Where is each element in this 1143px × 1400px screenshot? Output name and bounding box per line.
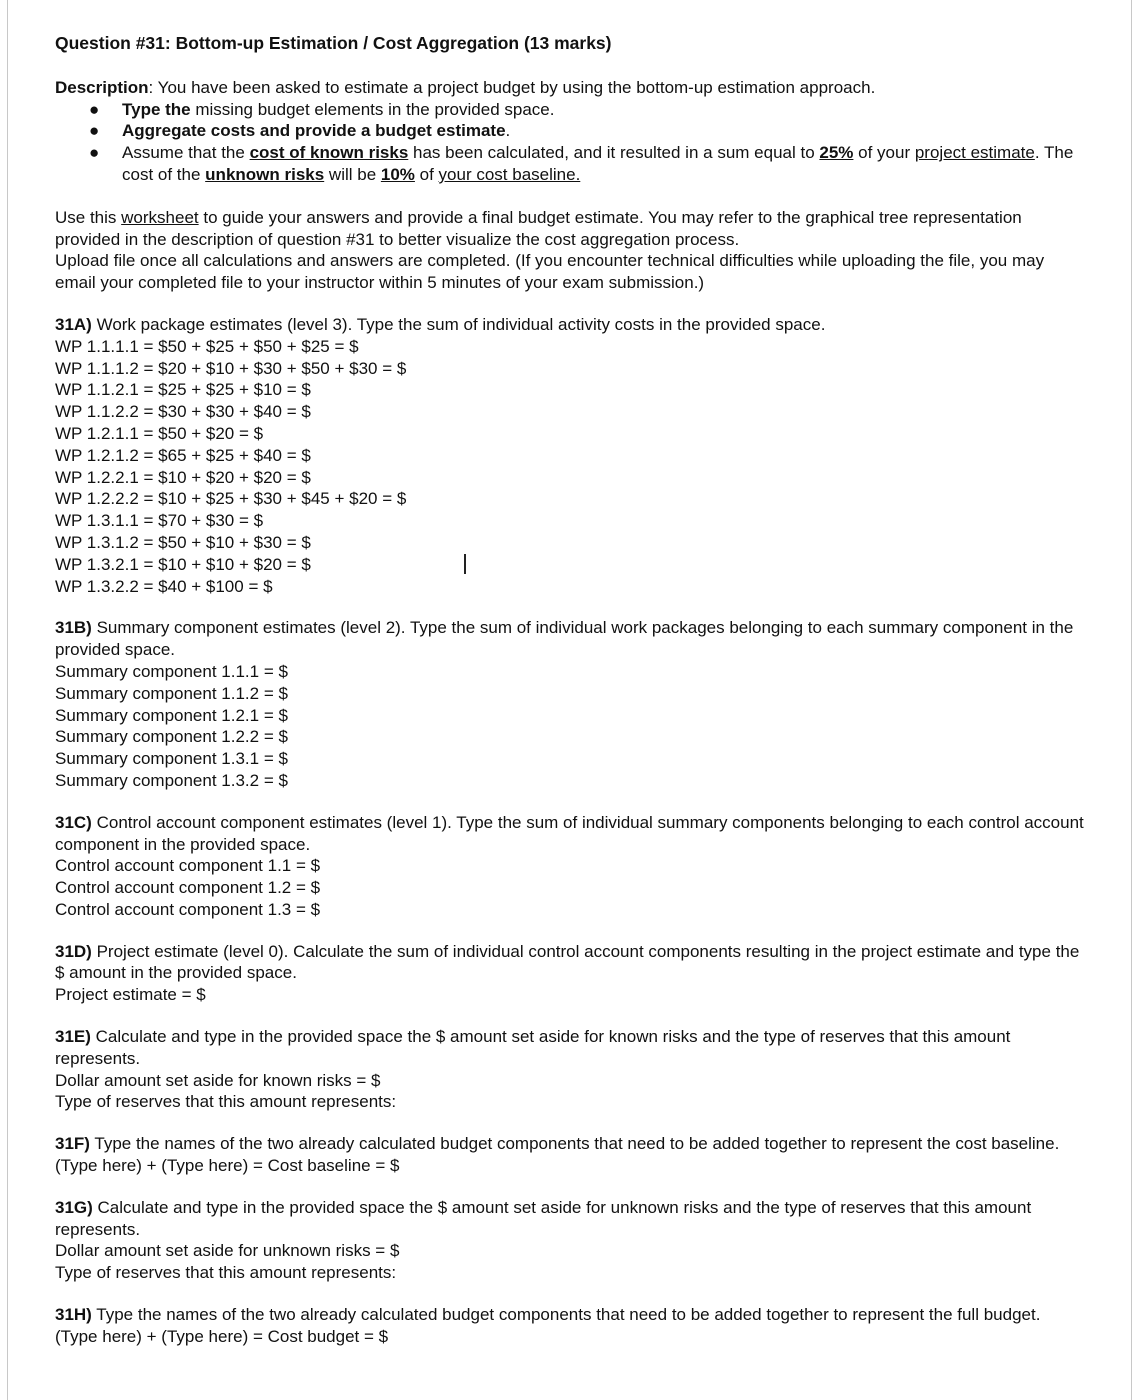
section-31c xyxy=(55,812,1085,921)
bullet-bold-text: Aggregate costs and provide a budget estimate xyxy=(122,121,506,141)
spacer xyxy=(55,1284,1085,1304)
unknown-risks-term: unknown risks xyxy=(205,164,325,184)
instruction-text: Use this xyxy=(55,207,122,227)
answer-line[interactable]: Dollar amount set aside for unknown risks = $ xyxy=(55,1241,400,1261)
answer-line[interactable]: WP 1.2.1.2 = $65 + $25 + $40 = $ xyxy=(55,445,311,465)
document-content xyxy=(55,33,1085,1348)
answer-line[interactable]: Type of reserves that this amount represents: xyxy=(55,1092,397,1112)
section-text: Project estimate (level 0). Calculate the sum of individual control account components resulting in the project estimate and type the $ amount in the provided space. xyxy=(55,941,1080,983)
answer-line[interactable]: Dollar amount set aside for known risks = $ xyxy=(55,1070,381,1090)
section-31g xyxy=(55,1197,1085,1284)
answer-line[interactable]: WP 1.2.2.2 = $10 + $25 + $30 + $45 + $20 = $ xyxy=(55,489,407,509)
answer-line[interactable]: Summary component 1.1.1 = $ xyxy=(55,661,288,681)
question-title: Question #31: Bottom-up Estimation / Cost Aggregation (13 marks) xyxy=(55,33,612,53)
section-31h xyxy=(55,1304,1085,1348)
bullet-text: of your xyxy=(853,143,915,163)
bullet-text: missing budget elements in the provided space. xyxy=(190,99,555,119)
instruction-bullets xyxy=(55,99,1085,186)
section-heading xyxy=(55,1133,1085,1155)
answer-line[interactable]: WP 1.1.1.2 = $20 + $10 + $30 + $50 + $30 = $ xyxy=(55,358,407,378)
bullet-item xyxy=(55,120,1085,142)
bullet-text: . The cost of the xyxy=(122,143,1074,184)
spacer xyxy=(55,921,1085,941)
answer-line[interactable]: Project estimate = $ xyxy=(55,985,206,1005)
answer-line[interactable]: (Type here) + (Type here) = Cost baseline = $ xyxy=(55,1156,400,1176)
section-heading xyxy=(55,1197,1085,1241)
section-heading xyxy=(55,617,1085,661)
section-text: Summary component estimates (level 2). Type the sum of individual work packages belonging to each summary component in the provided space. xyxy=(55,618,1074,660)
bullet-text: has been calculated, and it resulted in a sum equal to xyxy=(408,143,820,163)
instruction-text: to guide your answers and provide a final budget estimate. You may refer to the graphical tree representation provided in the description of question #31 to better visualize the cost aggregation process. xyxy=(55,207,1022,249)
spacer xyxy=(55,1113,1085,1133)
section-31a xyxy=(55,314,1085,597)
answer-line[interactable]: Summary component 1.3.1 = $ xyxy=(55,749,288,769)
spacer xyxy=(55,1177,1085,1197)
answer-line[interactable]: Control account component 1.2 = $ xyxy=(55,878,321,898)
section-label: 31G) xyxy=(55,1197,93,1217)
answer-line[interactable]: WP 1.1.2.2 = $30 + $30 + $40 = $ xyxy=(55,402,311,422)
bullet-text: of xyxy=(414,164,439,184)
answer-line[interactable]: (Type here) + (Type here) = Cost budget = $ xyxy=(55,1326,389,1346)
section-label: 31A) xyxy=(55,314,92,334)
description-paragraph xyxy=(55,77,1085,99)
bullet-item xyxy=(55,99,1085,121)
answer-line[interactable]: Type of reserves that this amount represents: xyxy=(55,1263,397,1283)
answer-line[interactable]: WP 1.3.2.2 = $40 + $100 = $ xyxy=(55,576,273,596)
section-label: 31B) xyxy=(55,618,92,638)
answer-line[interactable]: WP 1.1.1.1 = $50 + $25 + $50 + $25 = $ xyxy=(55,336,359,356)
worksheet-link[interactable]: worksheet xyxy=(121,207,199,227)
section-31b xyxy=(55,617,1085,791)
spacer xyxy=(55,294,1085,314)
spacer xyxy=(55,792,1085,812)
unknown-risks-percent: 10% xyxy=(380,164,415,184)
bullet-bold-text: Type the xyxy=(122,99,191,119)
answer-line[interactable]: WP 1.2.2.1 = $10 + $20 + $20 = $ xyxy=(55,467,311,487)
answer-line[interactable]: Summary component 1.3.2 = $ xyxy=(55,770,288,790)
bullet-text: will be xyxy=(324,164,381,184)
answer-line[interactable]: WP 1.3.1.2 = $50 + $10 + $30 = $ xyxy=(55,532,311,552)
known-risks-term: cost of known risks xyxy=(249,143,409,163)
section-text: Control account component estimates (level 1). Type the sum of individual summary components belonging to each control account component in the provided space. xyxy=(55,812,1084,854)
bullet-icon: ● xyxy=(89,143,100,163)
text-cursor xyxy=(464,554,466,574)
answer-line[interactable]: Summary component 1.2.2 = $ xyxy=(55,727,288,747)
section-31d xyxy=(55,941,1085,1006)
known-risks-percent: 25% xyxy=(819,143,854,163)
answer-line[interactable]: WP 1.1.2.1 = $25 + $25 + $10 = $ xyxy=(55,380,311,400)
upload-instructions: Upload file once all calculations and answers are completed. (If you encounter technical difficulties while uploading the file, you may email your completed file to your instructor within 5 minutes of your exam submission.) xyxy=(55,251,1045,293)
spacer xyxy=(55,1006,1085,1026)
section-heading xyxy=(55,941,1085,985)
section-text: Type the names of the two already calculated budget components that need to be added together to represent the cost baseline. xyxy=(89,1134,1060,1154)
section-heading xyxy=(55,314,1085,336)
bullet-text: Assume that the xyxy=(122,143,250,163)
bullet-icon: ● xyxy=(89,99,100,119)
bullet-text: . xyxy=(505,121,511,141)
answer-line[interactable]: Summary component 1.1.2 = $ xyxy=(55,683,288,703)
section-label: 31C) xyxy=(55,812,92,832)
section-label: 31D) xyxy=(55,941,92,961)
section-label: 31E) xyxy=(55,1027,91,1047)
answer-line[interactable]: WP 1.3.1.1 = $70 + $30 = $ xyxy=(55,511,264,531)
bullet-icon: ● xyxy=(89,121,100,141)
answer-line[interactable]: WP 1.2.1.1 = $50 + $20 = $ xyxy=(55,423,264,443)
cost-baseline-term: your cost baseline. xyxy=(438,164,581,184)
section-text: Calculate and type in the provided space the $ amount set aside for known risks and the type of reserves that this amount represents. xyxy=(55,1027,1011,1068)
answer-line[interactable]: Control account component 1.3 = $ xyxy=(55,899,321,919)
spacer xyxy=(55,597,1085,617)
answer-line[interactable]: Summary component 1.2.1 = $ xyxy=(55,705,288,725)
document-page xyxy=(7,0,1132,1400)
section-text: Calculate and type in the provided space the $ amount set aside for unknown risks and the type of reserves that this amount represents. xyxy=(55,1197,1032,1239)
section-heading xyxy=(55,1026,1085,1070)
description-text: : You have been asked to estimate a project budget by using the bottom-up estimation approach. xyxy=(148,77,876,97)
section-label: 31H) xyxy=(55,1305,92,1325)
bullet-item xyxy=(55,142,1085,186)
answer-line[interactable]: Control account component 1.1 = $ xyxy=(55,856,321,876)
section-31f xyxy=(55,1133,1085,1177)
section-31e xyxy=(55,1026,1085,1113)
section-label: 31F) xyxy=(55,1134,90,1154)
section-text: Type the names of the two already calculated budget components that need to be added together to represent the full budget. xyxy=(91,1305,1041,1325)
section-heading xyxy=(55,1304,1085,1326)
worksheet-instructions xyxy=(55,207,1085,251)
answer-line[interactable]: WP 1.3.2.1 = $10 + $10 + $20 = $ xyxy=(55,554,311,574)
description-label: Description xyxy=(55,77,149,97)
project-estimate-term: project estimate xyxy=(914,143,1035,163)
section-heading xyxy=(55,812,1085,856)
section-text: Work package estimates (level 3). Type the sum of individual activity costs in the provided space. xyxy=(91,314,826,334)
